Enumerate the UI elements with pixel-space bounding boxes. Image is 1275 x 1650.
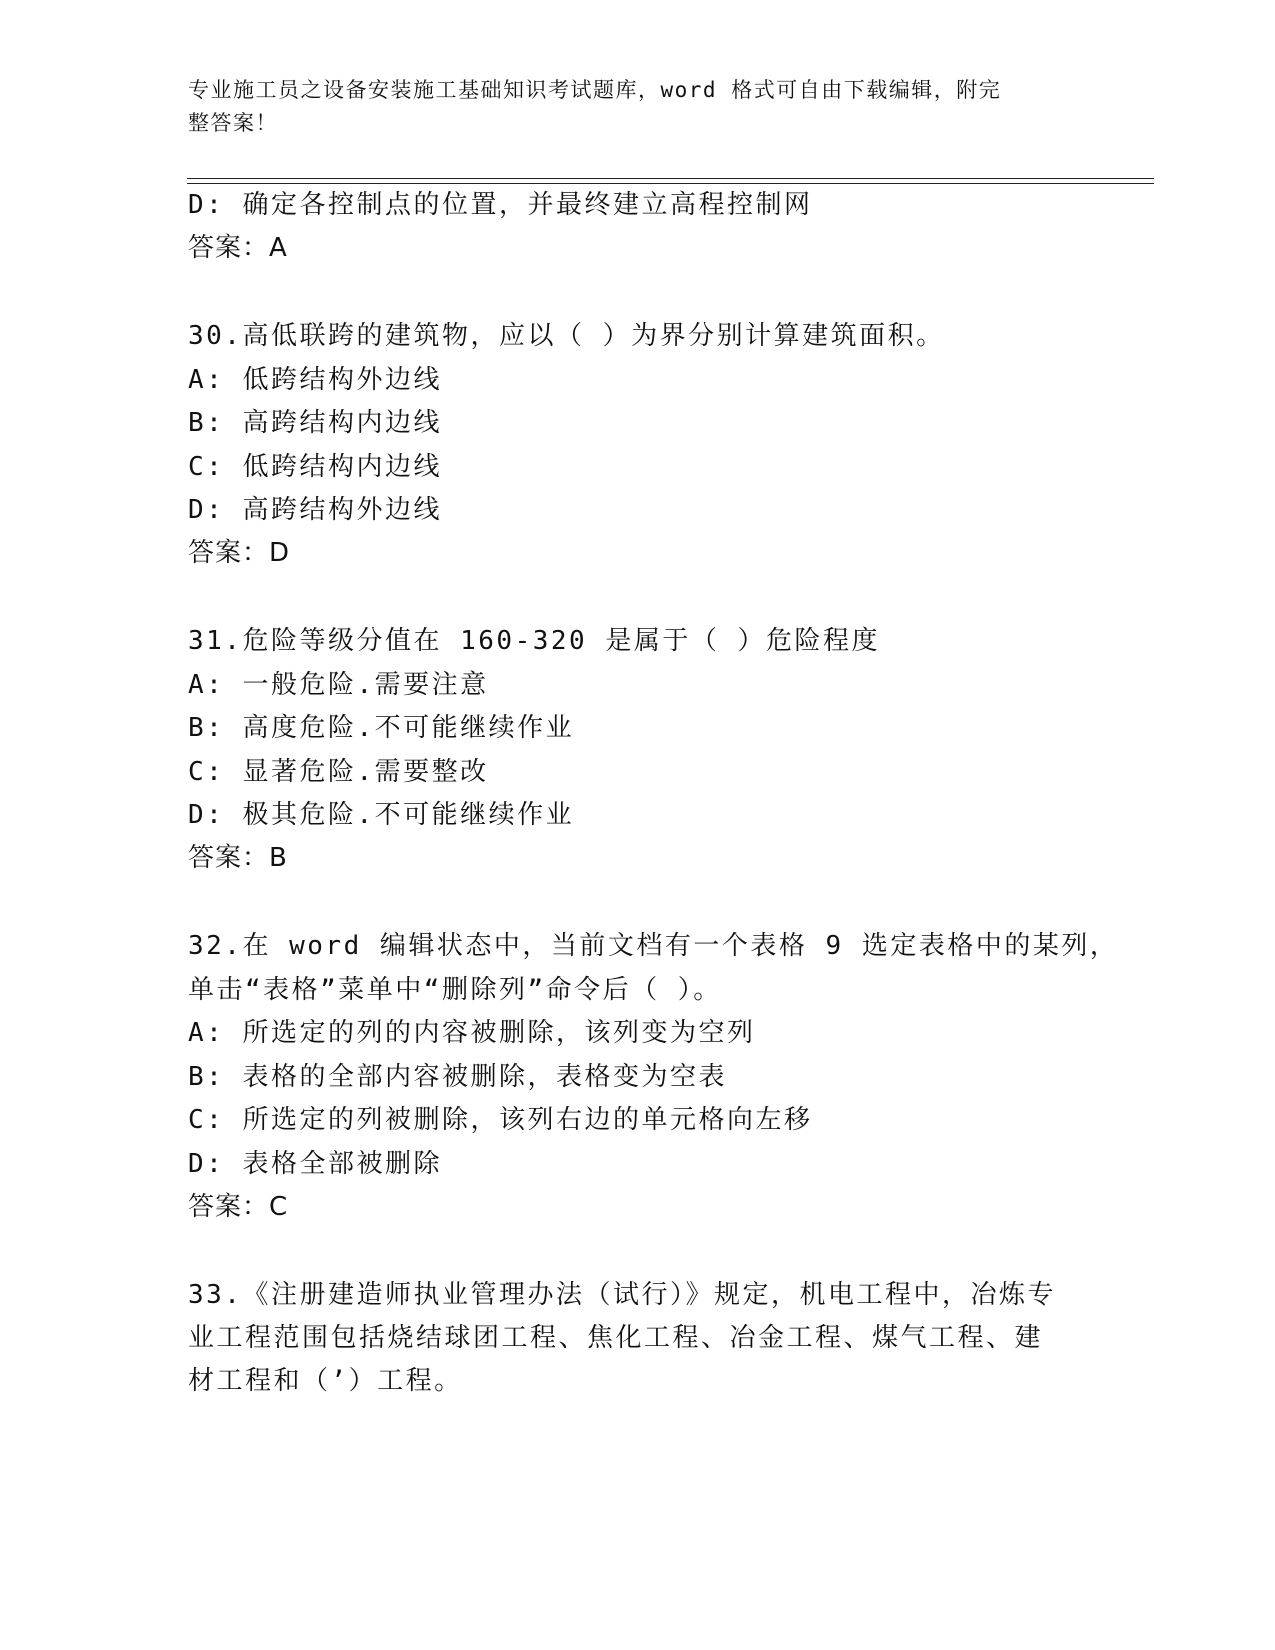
q32-answer: 答案：C (188, 1192, 289, 1222)
q32-option-a: A: 所选定的列的内容被删除，该列变为空列 (188, 1018, 756, 1048)
q30-option-b: B: 高跨结构内边线 (188, 408, 442, 438)
header-title-line-1: 专业施工员之设备安装施工基础知识考试题库，word 格式可自由下载编辑，附完 (188, 78, 1002, 102)
q31-option-b: B: 高度危险.不可能继续作业 (188, 713, 575, 743)
q32-question-line-2: 单击“表格”菜单中“删除列”命令后（ ）。 (188, 975, 722, 1005)
q33-question-line-2: 业工程范围包括烧结球团工程、焦化工程、冶金工程、煤气工程、建 (188, 1323, 1044, 1353)
q31-option-d: D: 极其危险.不可能继续作业 (188, 800, 575, 830)
header-divider-top (187, 178, 1154, 179)
header-title-line-2: 整答案！ (188, 111, 278, 135)
q31-option-a: A: 一般危险.需要注意 (188, 670, 489, 700)
q32-question-line-1: 32.在 word 编辑状态中，当前文档有一个表格 9 选定表格中的某列， (188, 931, 1119, 961)
q30-option-c: C: 低跨结构内边线 (188, 452, 442, 482)
q31-option-c: C: 显著危险.需要整改 (188, 757, 489, 787)
q30-answer: 答案：D (188, 538, 291, 568)
q33-question-line-1: 33.《注册建造师执业管理办法（试行）》规定，机电工程中，冶炼专 (188, 1280, 1056, 1310)
q30-option-a: A: 低跨结构外边线 (188, 365, 442, 395)
q32-option-b: B: 表格的全部内容被删除，表格变为空表 (188, 1062, 727, 1092)
q33-question-line-3: 材工程和（’）工程。 (188, 1366, 463, 1396)
q31-answer: 答案：B (188, 843, 288, 873)
q30-question: 30.高低联跨的建筑物，应以（ ）为界分别计算建筑面积。 (188, 321, 945, 351)
document-header (188, 74, 1068, 140)
q30-option-d: D: 高跨结构外边线 (188, 495, 442, 525)
q32-option-d: D: 表格全部被删除 (188, 1149, 442, 1179)
prev-option-d: D: 确定各控制点的位置，并最终建立高程控制网 (188, 190, 813, 220)
q32-option-c: C: 所选定的列被删除，该列右边的单元格向左移 (188, 1105, 813, 1135)
prev-answer: 答案：A (188, 233, 288, 263)
q31-question: 31.危险等级分值在 160-320 是属于（ ）危险程度 (188, 626, 880, 656)
